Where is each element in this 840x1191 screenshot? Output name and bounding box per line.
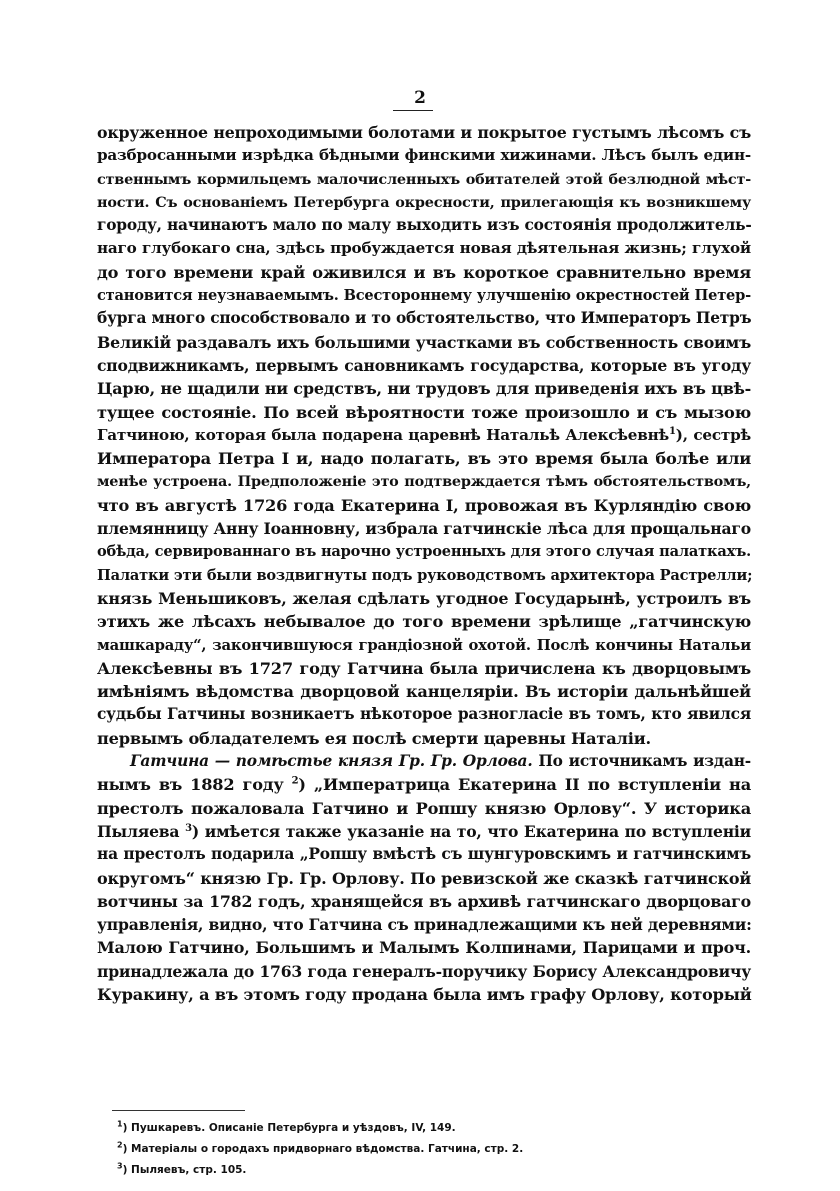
page-number-underline [393,110,433,111]
footnotes [117,1118,737,1181]
text-line: имѣнiямъ вѣдомства дворцовой канцелярiи. Въ исторiи дальнѣйшей [97,682,751,702]
text-line: Малою Гатчино, Большимъ и Малымъ Колпинами, Парицами и проч. [97,938,751,958]
text-line: Куракину, а въ этомъ году продана была имъ графу Орлову, который [97,984,752,1004]
text-line-with-italic-heading [97,750,751,773]
text-line: Алексѣевны въ 1727 году Гатчина была причислена къ дворцовымъ [97,658,751,678]
page-number: 2 [414,88,426,108]
text-line: Великiй раздавалъ ихъ большими участками въ собственность своимъ [97,332,751,352]
text-line: разбросанными изрѣдка бѣдными финскими хижинами. Лѣсъ былъ един- [97,146,751,165]
footnote-3 [117,1160,737,1181]
footnote-ref-3: 3 [185,822,192,834]
text-line: тущее состоянiе. По всей вѣроятности тоже произошло и съ мызою [97,402,751,422]
text-line: на престолъ подарила „Ропшу вмѣстѣ съ шунгуровскимъ и гатчинскимъ [97,845,751,864]
text-line-with-footnote [97,773,751,796]
footnote-2 [117,1139,737,1160]
text-line: окруженное непроходимыми болотами и покрытое густымъ лѣсомъ съ [97,123,751,142]
text-line: Царю, не щадили ни средствъ, ни трудовъ для приведенiя ихъ въ цвѣ- [97,379,752,399]
text-line: судьбы Гатчины возникаетъ нѣкоторое разногласiе въ томъ, кто явился [97,705,751,724]
text-run: По источникамъ издан- [532,752,751,771]
text-line: обѣда, сервированнаго въ нарочно устроенныхъ для этого случая палаткахъ. [97,543,751,561]
italic-heading: Гатчина — помѣстье князя Гр. Гр. Орлова. [130,752,533,771]
footnote-divider [112,1110,245,1111]
text-line: принадлежала до 1763 года генералъ-поручику Борису Александровичу [97,961,751,981]
footnote-ref-2: 2 [291,775,299,787]
text-line: управленiя, видно, что Гатчина съ принадлежащими къ ней деревнями: [97,915,752,935]
text-line: этихъ же лѣсахъ небывалое до того времени зрѣлище „гатчинскую [97,612,751,632]
footnote-mark: 1 [117,1119,123,1129]
footnote-mark: 2 [117,1140,123,1150]
footnote-mark: 3 [117,1161,123,1171]
text-line: менѣе устроена. Предположенiе это подтверждается тѣмъ обстоятельствомъ, [97,473,751,491]
text-line: становится неузнаваемымъ. Всестороннему улучшенiю окрестностей Петер- [97,287,751,305]
footnote-text: ) Пушкаревъ. Описанiе Петербурга и уѣздовъ, IV, 149. [122,1122,456,1134]
text-line-with-footnote [97,820,751,843]
text-run: ) имѣется также указанiе на то, что Екатерина по вступленiи [191,821,751,841]
text-line-with-footnote [97,424,751,447]
footnote-1 [117,1118,737,1139]
paragraph-1 [97,121,751,750]
text-line: первымъ обладателемъ ея послѣ смерти царевны Наталiи. [97,728,651,748]
text-line: престолъ пожаловала Гатчино и Ропшу князю Орлову“. У историка [97,798,751,818]
text-line: Палатки эти были воздвигнуты подъ руководствомъ архитектора Растрелли; [97,566,753,584]
text-line: машкараду“, закончившуюся грандiозной охотой. Послѣ кончины Натальи [97,636,751,654]
text-line: что въ августѣ 1726 года Екатерина I, провожая въ Курляндiю свою [97,495,751,515]
text-line: бурга много способствовало и то обстоятельство, что Императоръ Петръ [97,309,752,328]
text-line: ственнымъ кормильцемъ малочисленныхъ обитателей этой безлюдной мѣст- [97,170,751,188]
text-line: наго глубокаго сна, здѣсь пробуждается новая дѣятельная жизнь; глухой [97,239,751,258]
footnote-text: ) Матерiалы о городахъ придворнаго вѣдомства. Гатчина, стр. 2. [122,1143,524,1155]
text-run: ) „Императрица Екатерина II по вступленiи на [298,775,751,795]
text-line: Императора Петра I и, надо полагать, въ это время была болѣе или [97,449,751,469]
text-run: ), сестрѣ [675,425,751,444]
text-line: округомъ“ князю Гр. Гр. Орлову. По ревизской же сказкѣ гатчинской [97,868,751,888]
text-run: Пыляева [97,821,186,841]
text-line: сподвижникамъ, первымъ сановникамъ государства, которые въ угоду [97,355,751,375]
text-line: вотчины за 1782 годъ, хранящейся въ архивѣ гатчинскаго дворцоваго [97,891,751,911]
footnote-ref-1: 1 [668,425,676,437]
text-run: нымъ въ 1882 году [97,775,292,795]
text-line: ности. Съ основанiемъ Петербурга окресности, прилегающiя къ возникшему [97,193,751,211]
paragraph-2 [97,750,751,1006]
text-line: городу, начинаютъ мало по малу выходить изъ состоянiя продолжитель- [97,216,752,235]
text-line: до того времени край оживился и въ короткое сравнительно время [97,262,751,282]
text-run: Гатчиною, которая была подарена царевнѣ Натальѣ Алексѣевнѣ [97,425,669,444]
text-line: князь Меньшиковъ, желая сдѣлать угодное Государынѣ, устроилъ въ [97,588,751,608]
footnote-text: ) Пыляевъ, стр. 105. [122,1164,247,1176]
text-line: племянницу Анну Iоанновну, избрала гатчинскiе лѣса для прощальнаго [97,519,751,539]
main-text [97,121,751,1006]
